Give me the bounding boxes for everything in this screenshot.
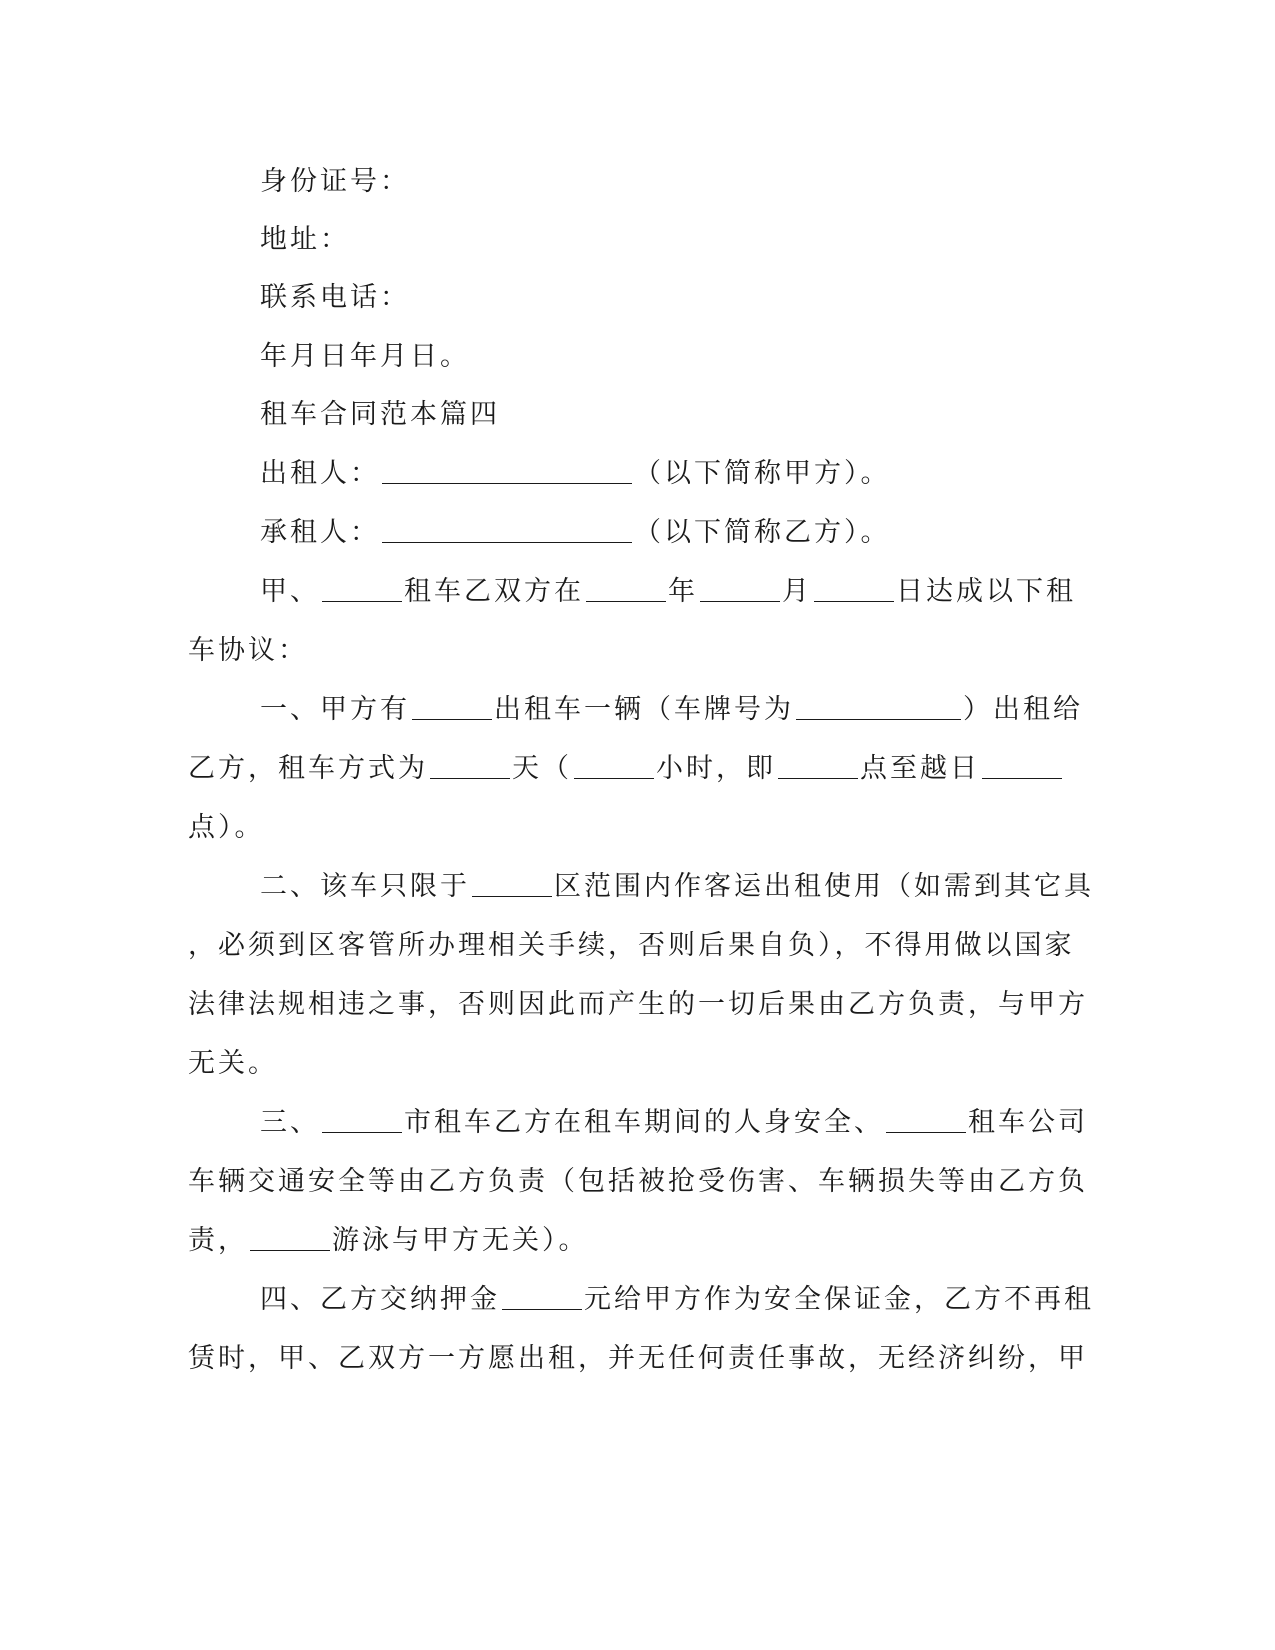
agreement-line <box>260 572 1076 612</box>
text-segment: 乙方，租车方式为 <box>188 753 428 784</box>
text-segment: 出租车一辆（车牌号为 <box>494 694 794 725</box>
clause-2-line-3 <box>188 985 1088 1025</box>
text-segment: 日达成以下租 <box>896 576 1076 607</box>
text-segment: 车协议： <box>188 635 308 666</box>
phone-label: 联系电话： <box>260 282 410 313</box>
clause-2-line-2 <box>188 926 1075 966</box>
text-segment: 车辆交通安全等由乙方负责（包括被抢受伤害、车辆损失等由乙方负 <box>188 1166 1088 1197</box>
lessee-note: （以下简称乙方）。 <box>634 517 891 548</box>
lessor-line <box>260 454 891 494</box>
text-segment: 小时，即 <box>656 753 776 784</box>
text-segment: 市租车乙方在租车期间的人身安全、 <box>404 1107 884 1138</box>
text-segment: 元给甲方作为安全保证金，乙方不再租 <box>584 1284 1094 1315</box>
lessor-label: 出租人： <box>260 458 380 489</box>
phone-line <box>260 278 410 318</box>
text-segment: 二、该车只限于 <box>260 871 470 902</box>
address-line <box>260 220 350 260</box>
text-segment: 点至越日 <box>860 753 980 784</box>
date-line <box>260 337 470 377</box>
deposit-blank <box>502 1283 582 1310</box>
party-blank <box>322 575 402 602</box>
clause-2-line-4 <box>188 1044 278 1084</box>
month-blank <box>700 575 780 602</box>
clause-1-line-2 <box>188 749 1064 789</box>
lessee-label: 承租人： <box>260 517 380 548</box>
address-label: 地址： <box>260 224 350 255</box>
clause-4-line-1 <box>260 1280 1094 1320</box>
district-blank <box>472 870 552 897</box>
city-blank <box>322 1106 402 1133</box>
section-heading <box>260 395 500 435</box>
text-segment: 租车公司 <box>968 1107 1088 1138</box>
text-segment: 租车乙双方在 <box>404 576 584 607</box>
text-segment: ，必须到区客管所办理相关手续，否则后果自负），不得用做以国家 <box>188 930 1075 961</box>
plate-number-blank <box>796 693 961 720</box>
text-segment: 无关。 <box>188 1048 278 1079</box>
end-time-blank <box>982 752 1062 779</box>
hours-blank <box>574 752 654 779</box>
text-segment: 甲、 <box>260 576 320 607</box>
lessor-blank <box>382 457 632 484</box>
text-segment: 法律法规相违之事，否则因此而产生的一切后果由乙方负责，与甲方 <box>188 989 1088 1020</box>
day-blank <box>814 575 894 602</box>
date-text: 年月日年月日。 <box>260 341 470 372</box>
text-segment: 游泳与甲方无关）。 <box>332 1225 589 1256</box>
clause-4-line-2 <box>188 1339 1088 1379</box>
text-segment: 一、甲方有 <box>260 694 410 725</box>
clause-3-blank <box>250 1224 330 1251</box>
agreement-line-cont <box>188 631 308 671</box>
company-blank <box>886 1106 966 1133</box>
clause-1-line-3 <box>188 808 265 848</box>
clause-3-line-1 <box>260 1103 1088 1143</box>
clause-1-line-1 <box>260 690 1083 730</box>
clause-2-line-1 <box>260 867 1094 907</box>
days-blank <box>430 752 510 779</box>
lessee-blank <box>382 516 632 543</box>
text-segment: 年 <box>668 576 698 607</box>
lessor-note: （以下简称甲方）。 <box>634 458 891 489</box>
clause-3-line-3 <box>188 1221 589 1261</box>
text-segment: 四、乙方交纳押金 <box>260 1284 500 1315</box>
text-segment: ）出租给 <box>963 694 1083 725</box>
text-segment: 区范围内作客运出租使用（如需到其它具 <box>554 871 1094 902</box>
text-segment: 赁时，甲、乙双方一方愿出租，并无任何责任事故，无经济纠纷，甲 <box>188 1343 1088 1374</box>
text-segment: 月 <box>782 576 812 607</box>
vehicle-owner-blank <box>412 693 492 720</box>
lessee-line <box>260 513 891 553</box>
year-blank <box>586 575 666 602</box>
text-segment: 责， <box>188 1225 248 1256</box>
id-number-label: 身份证号： <box>260 166 410 197</box>
start-time-blank <box>778 752 858 779</box>
text-segment: 天（ <box>512 753 572 784</box>
clause-3-line-2 <box>188 1162 1088 1202</box>
section-heading-text: 租车合同范本篇四 <box>260 399 500 430</box>
text-segment: 点）。 <box>188 812 265 843</box>
text-segment: 三、 <box>260 1107 320 1138</box>
id-number-line <box>260 162 410 202</box>
